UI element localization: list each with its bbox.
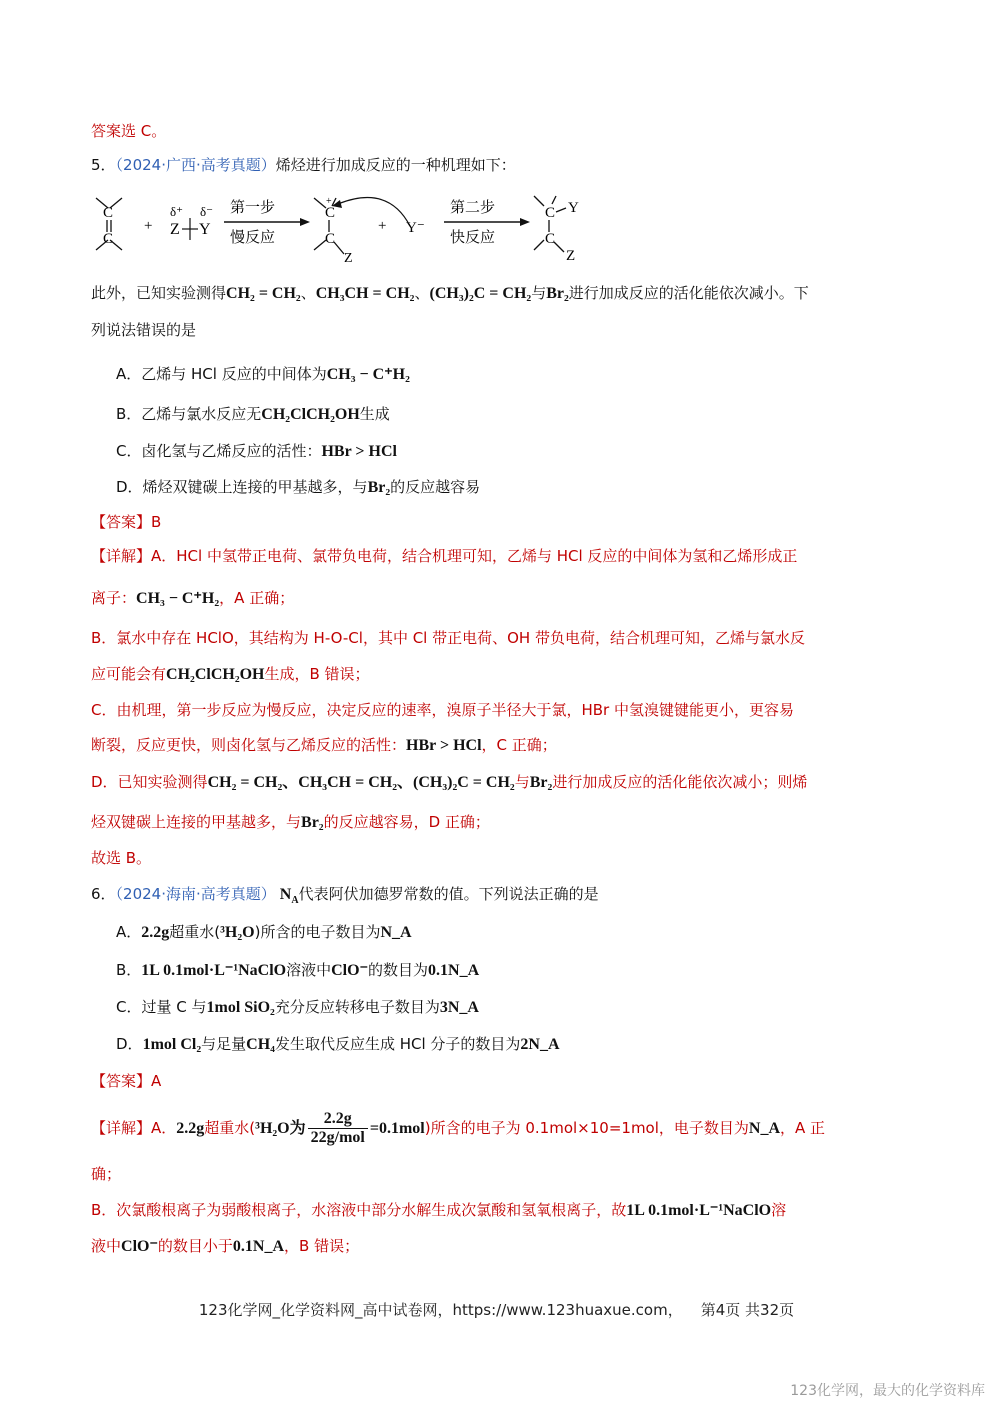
answer-label: 【答案】 (91, 1072, 152, 1090)
answer-value: B (151, 513, 162, 531)
alkene-c-bottom: C (103, 231, 114, 247)
q6-detail-a-line2: 确； (91, 1165, 122, 1183)
page-number: 第4页 共32页 (700, 1301, 795, 1319)
carbocation-c: C (325, 205, 336, 221)
q6-option-b: B．1L 0.1mol·L⁻¹NaClO溶液中ClO⁻的数目为0.1N_A (116, 961, 480, 979)
detail-label: 【详解】 (91, 547, 152, 565)
intermediate-z: Z (344, 251, 353, 266)
alkene-c-top: C (103, 205, 114, 221)
product-y: Y (568, 200, 579, 216)
question-number: 6． (91, 885, 116, 903)
chem-propene: CH₃CH = CH₂ (315, 285, 415, 302)
step1-label: 第一步 (230, 200, 276, 216)
detail-b-line2: 应可能会有CH₂ClCH₂OH生成，B 错误； (91, 665, 370, 683)
question-number: 5． (91, 156, 116, 174)
detail-c-line2: 断裂，反应更快，则卤化氢与乙烯反应的活性：HBr > HCl，C 正确； (91, 736, 557, 754)
q6-detail-a-line1: 【详解】A．2.2g超重水(³H₂O为 $\frac{2.2g}{\text{22g/mol}}$ =0.1mol)所含的电子为 0.1mol×10=1mol，电子数目为N_A，A 正 (91, 1110, 826, 1146)
detail-a-line2: 离子：CH₃ − C⁺H₂，A 正确； (91, 589, 295, 607)
detail-a-line1: 【详解】A．HCl 中氢带正电荷、氯带负电荷，结合机理可知，乙烯与 HCl 反应的中间体为氢和乙烯形成正 (91, 547, 798, 565)
plus-sign-1: + (144, 218, 153, 234)
delta-plus: δ⁺ (170, 204, 183, 219)
product-c-bottom: C (545, 231, 556, 247)
q6-detail-b-line1: B．次氯酸根离子为弱酸根离子，水溶液中部分水解生成次氯酸和氢氧根离子，故1L 0.1mol·L⁻¹NaClO溶 (91, 1201, 787, 1219)
q6-answer (91, 1071, 161, 1091)
detail-d-line1: D．已知实验测得CH₂ = CH₂、CH₃CH = CH₂、(CH₃)₂C = CH₂与Br₂进行加成反应的活化能依次减小；则烯 (91, 773, 808, 791)
molar-fraction: $\frac{2.2g}{\text{22g/mol}}$ (308, 1110, 368, 1147)
question-5-context-line2: 列说法错误的是 (91, 321, 197, 339)
question-source-link[interactable]: （2024·海南·高考真题） (115, 885, 276, 903)
question-source-link[interactable]: （2024·广西·高考真题） (115, 156, 276, 174)
plus-sign-2: + (378, 218, 387, 234)
chem-acid-compare: HBr > HCl (321, 443, 397, 460)
answer-label: 【答案】 (91, 513, 152, 531)
chem-bromine: Br₂ (546, 285, 569, 302)
reagent-y: Y (199, 221, 211, 238)
reaction-mechanism-diagram (88, 190, 608, 270)
conclusion: 故选 B。 (91, 849, 152, 867)
detail-c-line1: C．由机理，第一步反应为慢反应，决定反应的速率，溴原子半径大于氯，HBr 中氢溴键键能更小，更容易 (91, 701, 794, 719)
step1-rate: 慢反应 (230, 230, 276, 246)
previous-answer: 答案选 C。 (91, 122, 167, 140)
nucleophile-y-minus: Y⁻ (406, 220, 425, 236)
question-5-context: 此外，已知实验测得CH₂ = CH₂、CH₃CH = CH₂、(CH₃)₂C = CH₂与Br₂进行加成反应的活化能依次减小。下 (91, 284, 809, 302)
question-text: 烯烃进行加成反应的一种机理如下： (275, 156, 516, 174)
step2-rate: 快反应 (450, 230, 496, 246)
reagent-z: Z (170, 221, 180, 238)
carbocation-charge: + (326, 196, 332, 207)
product-c-top: C (545, 205, 556, 221)
page-footer (0, 1299, 993, 1320)
option-d: D．烯烃双键碳上连接的甲基越多，与Br₂的反应越容易 (116, 478, 481, 496)
chem-chlorohydrin: CH₂ClCH₂OH (261, 406, 360, 423)
option-a: A．乙烯与 HCl 反应的中间体为CH₃ − C⁺H₂ (116, 365, 410, 383)
option-c: C．卤化氢与乙烯反应的活性：HBr > HCl (116, 442, 397, 460)
q6-option-c: C．过量 C 与1mol SiO₂充分反应转移电子数目为3N_A (116, 998, 479, 1016)
q6-option-d: D．1mol Cl₂与足量CH₄发生取代反应生成 HCl 分子的数目为2N_A (116, 1035, 560, 1053)
intermediate-c: C (325, 231, 336, 247)
q6-option-a: A．2.2g超重水(³H₂O)所含的电子数目为N_A (116, 923, 412, 941)
step2-label: 第二步 (450, 200, 496, 216)
chem-carbocation: CH₃ − C⁺H₂ (326, 366, 410, 383)
answer-value: A (151, 1072, 162, 1090)
answer (91, 512, 161, 532)
q6-detail-b-line2: 液中ClO⁻的数目小于0.1N_A，B 错误； (91, 1237, 360, 1255)
question-5-stem (91, 155, 516, 175)
question-6-stem: 6．（2024·海南·高考真题） $N_A$代表阿伏加德罗常数的值。下列说法正确的是 (91, 885, 599, 907)
option-b: B．乙烯与氯水反应无CH₂ClCH₂OH生成 (116, 405, 390, 423)
detail-d-line2: 烃双键碳上连接的甲基越多，与Br₂的反应越容易，D 正确； (91, 813, 490, 831)
curved-arrow (338, 198, 410, 226)
product-z: Z (566, 248, 576, 264)
detail-b-line1: B．氯水中存在 HClO，其结构为 H-O-Cl，其中 Cl 带正电荷、OH 带负电荷，结合机理可知，乙烯与氯水反 (91, 629, 805, 647)
chem-ethylene: CH₂ = CH₂ (226, 285, 301, 302)
chem-isobutene: (CH₃)₂C = CH₂ (429, 285, 532, 302)
delta-minus: δ⁻ (200, 204, 213, 219)
detail-label: 【详解】 (91, 1119, 152, 1137)
footer-site-text: 123化学网_化学资料网_高中试卷网，https://www.123huaxue.com， (198, 1301, 683, 1319)
chem-bromine: Br₂ (367, 479, 391, 496)
watermark: 123化学网，最大的化学资料库 (790, 1383, 985, 1399)
